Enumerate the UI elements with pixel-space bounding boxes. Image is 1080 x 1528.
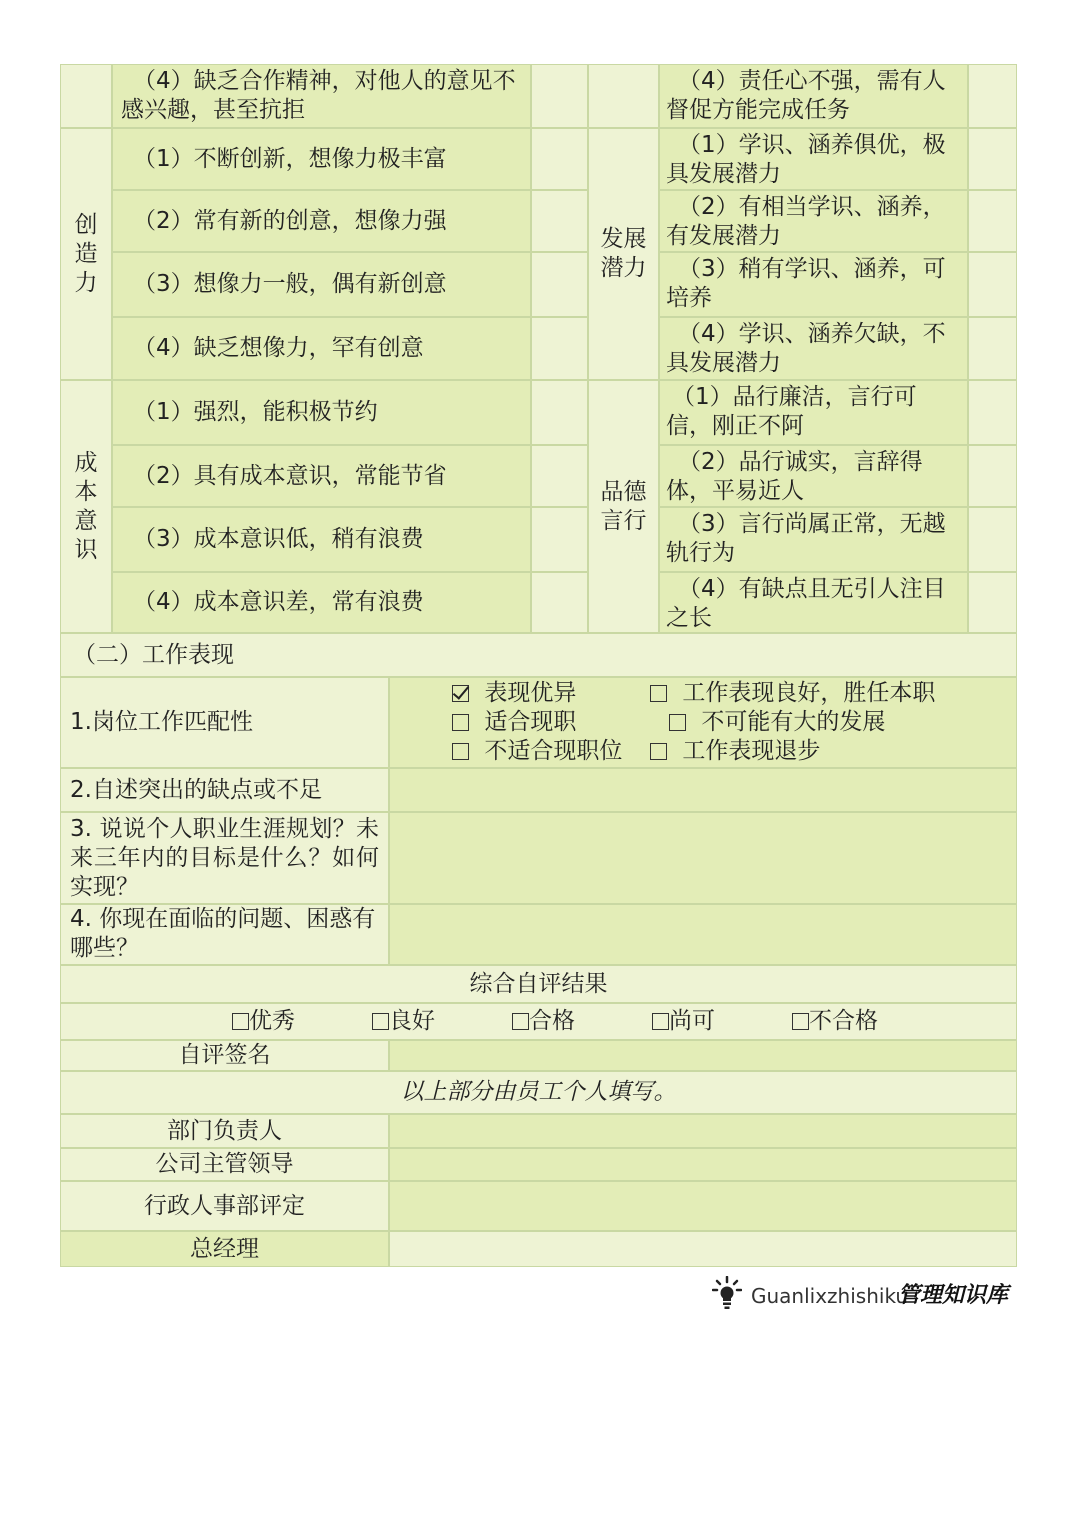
score-cell[interactable] xyxy=(531,445,588,507)
question-2-label: 2.自述突出的缺点或不足 xyxy=(60,768,389,812)
score-cell[interactable] xyxy=(531,64,588,128)
score-cell[interactable] xyxy=(968,190,1017,252)
brand-chinese: 管理知识库 xyxy=(898,1282,1009,1308)
row-top-left-text: （4）缺乏合作精神，对他人的意见不感兴趣，甚至抗拒 xyxy=(112,64,531,128)
note-text: 以上部分由员工个人填写。 xyxy=(60,1071,1017,1114)
score-cell[interactable] xyxy=(531,507,588,572)
question-4-answer[interactable] xyxy=(389,904,1017,965)
score-cell[interactable] xyxy=(531,317,588,380)
brand-english: Guanlixzhishiku xyxy=(751,1284,909,1308)
potential-item-3: （3）稍有学识、涵养，可培养 xyxy=(659,252,968,317)
signature-label: 自评签名 xyxy=(60,1040,389,1071)
score-cell[interactable] xyxy=(531,572,588,633)
row-top-label-cell xyxy=(60,64,112,128)
potential-item-2: （2）有相当学识、涵养，有发展潜力 xyxy=(659,190,968,252)
option-excellent[interactable]: 表现优异 xyxy=(452,679,576,708)
cost-item-2: （2）具有成本意识，常能节省 xyxy=(112,445,531,507)
result-option-fail[interactable]: 不合格 xyxy=(792,1007,878,1036)
potential-item-4: （4）学识、涵养欠缺，不具发展潜力 xyxy=(659,317,968,380)
question-4-label: 4. 你现在面临的问题、困惑有哪些？ xyxy=(60,904,389,965)
morality-item-1: （1）品行廉洁，言行可信，刚正不阿 xyxy=(659,380,968,445)
score-cell[interactable] xyxy=(968,572,1017,633)
cost-label: 成 本 意 识 xyxy=(60,380,112,633)
question-3-answer[interactable] xyxy=(389,812,1017,904)
checkbox-icon[interactable] xyxy=(792,1013,809,1030)
option-no-development[interactable]: 不可能有大的发展 xyxy=(669,708,885,737)
checkbox-icon[interactable] xyxy=(650,685,667,702)
score-cell[interactable] xyxy=(968,317,1017,380)
approval-company-leader-label: 公司主管领导 xyxy=(60,1148,389,1181)
morality-item-4: （4）有缺点且无引人注目之长 xyxy=(659,572,968,633)
score-cell[interactable] xyxy=(968,507,1017,572)
approval-dept-head-field[interactable] xyxy=(389,1114,1017,1148)
approval-dept-head-label: 部门负责人 xyxy=(60,1114,389,1148)
morality-item-2: （2）品行诚实，言辞得体，平易近人 xyxy=(659,445,968,507)
result-option-fair[interactable]: 尚可 xyxy=(652,1007,715,1036)
score-cell[interactable] xyxy=(531,190,588,252)
option-good[interactable]: 工作表现良好，胜任本职 xyxy=(650,679,935,708)
potential-label: 发展 潜力 xyxy=(588,128,659,380)
question-2-answer[interactable] xyxy=(389,768,1017,812)
score-cell[interactable] xyxy=(531,252,588,317)
checkbox-checked-icon[interactable] xyxy=(452,685,469,702)
checkbox-icon[interactable] xyxy=(669,714,686,731)
creativity-item-2: （2）常有新的创意，想像力强 xyxy=(112,190,531,252)
score-cell[interactable] xyxy=(531,380,588,445)
checkbox-icon[interactable] xyxy=(452,743,469,760)
checkbox-icon[interactable] xyxy=(650,743,667,760)
fit-label: 1.岗位工作匹配性 xyxy=(60,677,389,768)
score-cell[interactable] xyxy=(968,64,1017,128)
score-cell[interactable] xyxy=(968,380,1017,445)
checkbox-icon[interactable] xyxy=(512,1013,529,1030)
cost-item-3: （3）成本意识低，稍有浪费 xyxy=(112,507,531,572)
approval-gm-field[interactable] xyxy=(389,1231,1017,1267)
row-top-right-text: （4）责任心不强，需有人督促方能完成任务 xyxy=(659,64,968,128)
result-title: 综合自评结果 xyxy=(60,965,1017,1003)
question-3-label: 3. 说说个人职业生涯规划？未来三年内的目标是什么？如何实现？ xyxy=(60,812,389,904)
option-suitable[interactable]: 适合现职 xyxy=(452,708,576,737)
row-top-label-cell-right xyxy=(588,64,659,128)
cost-item-4: （4）成本意识差，常有浪费 xyxy=(112,572,531,633)
morality-item-3: （3）言行尚属正常，无越轨行为 xyxy=(659,507,968,572)
result-option-pass[interactable]: 合格 xyxy=(512,1007,575,1036)
approval-hr-field[interactable] xyxy=(389,1181,1017,1231)
morality-label: 品德 言行 xyxy=(588,380,659,633)
lightbulb-icon xyxy=(712,1276,742,1312)
approval-company-leader-field[interactable] xyxy=(389,1148,1017,1181)
signature-field[interactable] xyxy=(389,1040,1017,1071)
checkbox-icon[interactable] xyxy=(652,1013,669,1030)
option-regress[interactable]: 工作表现退步 xyxy=(650,737,820,766)
score-cell[interactable] xyxy=(968,252,1017,317)
approval-hr-label: 行政人事部评定 xyxy=(60,1181,389,1231)
cost-item-1: （1）强烈，能积极节约 xyxy=(112,380,531,445)
option-unsuitable[interactable]: 不适合现职位 xyxy=(452,737,622,766)
potential-item-1: （1）学识、涵养俱优，极具发展潜力 xyxy=(659,128,968,190)
result-option-excellent[interactable]: 优秀 xyxy=(232,1007,295,1036)
checkbox-icon[interactable] xyxy=(452,714,469,731)
result-option-good[interactable]: 良好 xyxy=(372,1007,435,1036)
creativity-label: 创 造 力 xyxy=(60,128,112,380)
creativity-item-4: （4）缺乏想像力，罕有创意 xyxy=(112,317,531,380)
section-title-work-performance: （二）工作表现 xyxy=(60,633,1017,677)
creativity-item-3: （3）想像力一般，偶有新创意 xyxy=(112,252,531,317)
score-cell[interactable] xyxy=(531,128,588,190)
checkbox-icon[interactable] xyxy=(232,1013,249,1030)
checkbox-icon[interactable] xyxy=(372,1013,389,1030)
approval-gm-label: 总经理 xyxy=(60,1231,389,1267)
score-cell[interactable] xyxy=(968,128,1017,190)
creativity-item-1: （1）不断创新，想像力极丰富 xyxy=(112,128,531,190)
score-cell[interactable] xyxy=(968,445,1017,507)
